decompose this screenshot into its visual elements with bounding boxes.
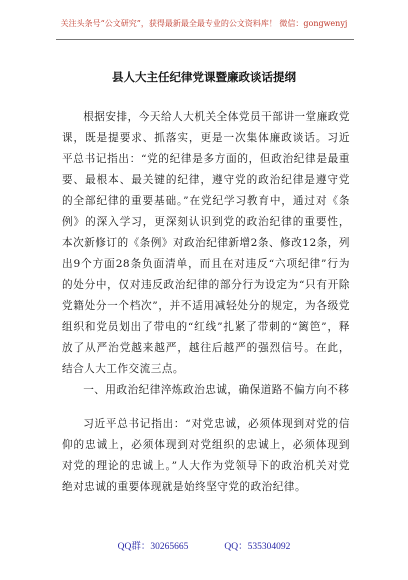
footer-qq-number: QQ：535304092: [224, 542, 291, 552]
paragraph-loyalty: 习近平总书记指出：“对党忠诚，必须体现到对党的信仰的忠诚上，必须体现到对党组织的忠诚上，必须体现到对党的理论的忠诚上。”人大作为党领导下的政治机关对党绝对忠诚的重要体现就是始终坚守党的政治纪律。: [62, 418, 350, 493]
document-body: [62, 107, 350, 498]
header-divider: [56, 39, 354, 40]
paragraph-intro: 根据安排，今天给人大机关全体党员干部讲一堂廉政党课，既是提要求、抓落实，更是一次集体廉政谈话。习近平总书记指出：“党的纪律是多方面的，但政治纪律是最重要、最根本、最关键的纪律，遵守党的政治纪律是遵守党的全部纪律的重要基础。”在党纪学习教育中，通过对《条例》的深入学习，更深刻认识到党的政治纪律的重要性，本次新修订的《条例》对政治纪律新增2条、修改12条，列出9个方面28条负面清单，而且在对违反“六项纪律”行为的处分中，仅对违反政治纪律的部分行为设定为“只有开除党籍处分一个档次”，并不适用减轻处分的规定，为各级党组织和党员划出了带电的“红线”扎紧了带刺的“篱笆”，释放了从严治党越来越严，越往后越严的强烈信号。在此，结合人大工作交流三点。: [62, 111, 350, 375]
footer-qq-group: QQ群：30265665: [117, 542, 189, 552]
document-title: 县人大主任纪律党课暨廉政谈话提纲: [112, 70, 296, 84]
section-heading-1: 一、用政治纪律淬炼政治忠诚，确保道路不偏方向不移: [83, 384, 350, 396]
header-promo-text: 关注头条号“公文研究”，获得最新最全最专业的公文资料库！ 微信：gongwenyj: [60, 19, 348, 28]
footer-contact: [0, 538, 408, 552]
